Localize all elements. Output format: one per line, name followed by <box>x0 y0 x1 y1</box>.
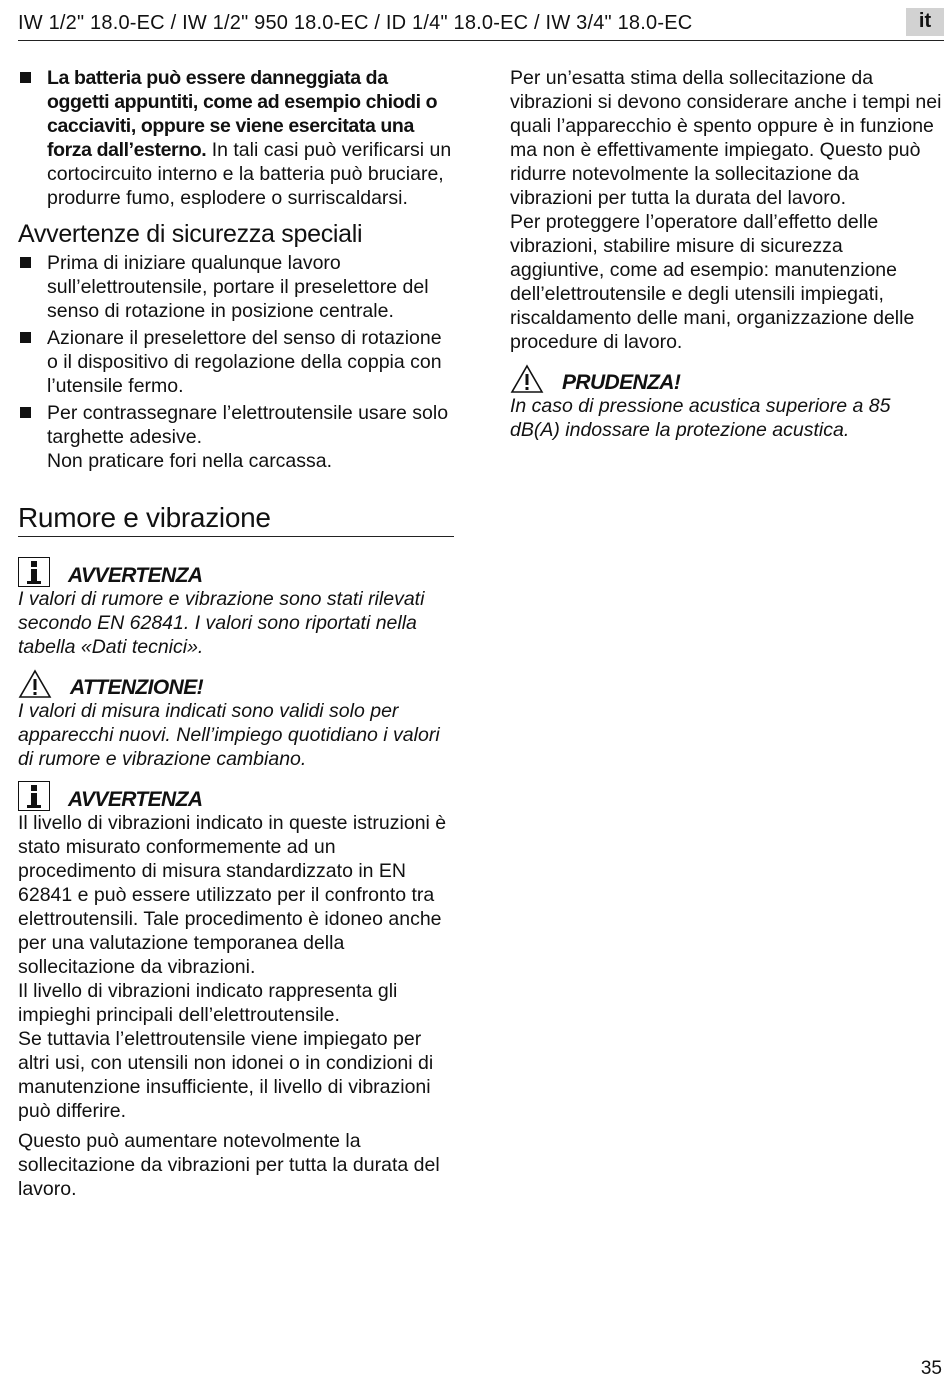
notice-1-head <box>18 555 454 587</box>
special-bullet-text: Prima di iniziare qualunque lavoro sull’elettroutensile, portare il preselettore del senso di rotazione in posizione centrale. <box>47 252 429 322</box>
warning-triangle-icon <box>510 364 544 394</box>
special-bullet-2 <box>18 326 454 398</box>
info-icon <box>18 781 50 811</box>
warning-triangle-icon <box>18 669 52 699</box>
right-column <box>510 66 942 442</box>
noise-vibration-title: Rumore e vibrazione <box>18 502 454 537</box>
right-paragraph-2: Per proteggere l’operatore dall’effetto delle vibrazioni, stabilire misure di sicurezza aggiuntive, come ad esempio: manutenzione dell’elettroutensile e degli utensili impiegati, riscaldamento delle mani, organizzazione delle procedure di lavoro. <box>510 211 915 353</box>
battery-bullet-text: In tali casi può verificarsi un cortocircuito interno e la batteria può bruciare, produrre fumo, esplodere o surriscaldarsi. <box>47 139 452 209</box>
special-bullet-text: Azionare il preselettore del senso di rotazione o il dispositivo di regolazione della coppia con l’utensile fermo. <box>47 327 442 397</box>
right-paragraph-1: Per un’esatta stima della sollecitazione da vibrazioni si devono considerare anche i tempi nei quali l’apparecchio è spento oppure è in funzione ma non è effettivamente impiegato. Questo può ridurre notevolmente la sollecitazione da vibrazioni per tutta la durata del lavoro. <box>510 67 942 209</box>
caution-text: In caso di pressione acustica superiore a 85 dB(A) indossare la protezione acustica. <box>510 395 891 441</box>
caution-label: PRUDENZA! <box>562 371 681 394</box>
notice-2-head <box>18 667 454 699</box>
battery-bullet-bold: La batteria può essere danneggiata da oggetti appuntiti, come ad esempio chiodi o cacciaviti, oppure se viene esercitata una forza dall’esterno. <box>47 67 438 161</box>
notice-3-label: AVVERTENZA <box>68 788 203 811</box>
notice-3-head <box>18 779 454 811</box>
special-bullet-text-line2: Non praticare fori nella carcassa. <box>47 450 333 472</box>
square-bullet-icon <box>20 72 31 83</box>
notice-2-label: ATTENZIONE! <box>70 676 203 699</box>
info-icon <box>18 557 50 587</box>
notice-2-text: I valori di misura indicati sono validi solo per apparecchi nuovi. Nell’impiego quotidiano i valori di rumore e vibrazione cambiano. <box>18 700 440 770</box>
square-bullet-icon <box>20 257 31 268</box>
notice-3-paragraph-2: Il livello di vibrazioni indicato rappresenta gli impieghi principali dell’elettroutensile. <box>18 980 398 1026</box>
caution-head <box>510 362 942 394</box>
battery-bullet <box>18 66 454 210</box>
page-header <box>18 10 944 41</box>
special-bullet-3 <box>18 401 454 473</box>
special-warnings-title: Avvertenze di sicurezza speciali <box>18 220 363 248</box>
page-header-title: IW 1/2" 18.0-EC / IW 1/2" 950 18.0-EC / ID 1/4" 18.0-EC / IW 3/4" 18.0-EC <box>18 12 693 34</box>
square-bullet-icon <box>20 332 31 343</box>
language-badge: it <box>906 8 944 36</box>
notice-1-label: AVVERTENZA <box>68 564 203 587</box>
special-bullet-1 <box>18 251 454 323</box>
notice-1-text: I valori di rumore e vibrazione sono stati rilevati secondo EN 62841. I valori sono riportati nella tabella «Dati tecnici». <box>18 588 425 658</box>
special-bullet-text: Per contrassegnare l’elettroutensile usare solo targhette adesive. <box>47 402 449 448</box>
page-number: 35 <box>920 1358 942 1379</box>
notice-3-paragraph-4: Questo può aumentare notevolmente la sollecitazione da vibrazioni per tutta la durata del lavoro. <box>18 1130 440 1200</box>
square-bullet-icon <box>20 407 31 418</box>
notice-3-paragraph-1: Il livello di vibrazioni indicato in queste istruzioni è stato misurato conformemente ad un procedimento di misura standardizzato in EN 62841 e può essere utilizzato per il confronto tra elettroutensili. Tale procedimento è idoneo anche per una valutazione temporanea della sollecitazione da vibrazioni. <box>18 812 447 978</box>
left-column <box>18 66 454 1201</box>
notice-3-paragraph-3: Se tuttavia l’elettroutensile viene impiegato per altri usi, con utensili non idonei o in condizioni di manutenzione insufficiente, il livello di vibrazioni può differire. <box>18 1028 434 1122</box>
